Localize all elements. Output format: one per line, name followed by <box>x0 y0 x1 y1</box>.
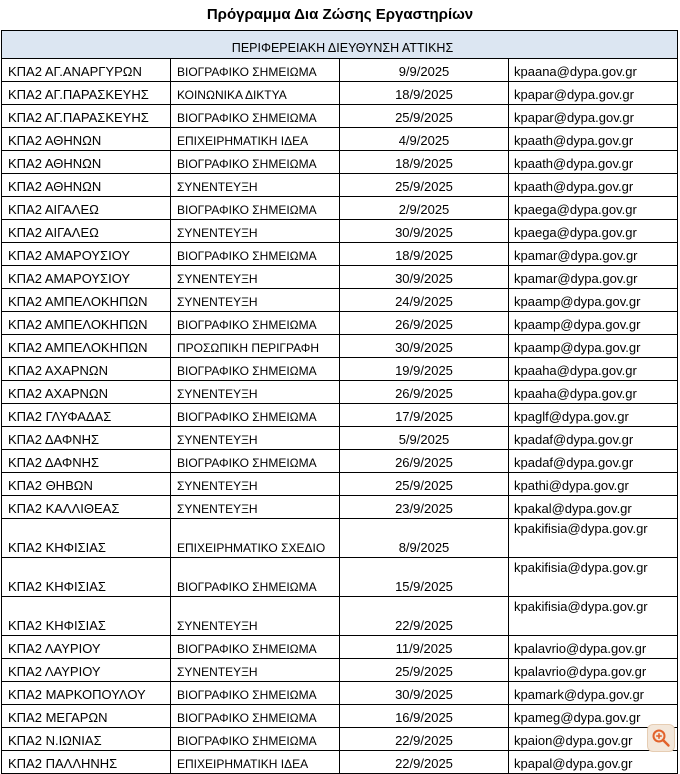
office-cell: ΚΠΑ2 ΑΓ.ΑΝΑΡΓΥΡΩΝ <box>2 59 171 82</box>
email-cell: kpaega@dypa.gov.gr <box>509 197 678 220</box>
table-row <box>2 243 678 266</box>
date-cell: 25/9/2025 <box>340 659 509 682</box>
region-header: ΠΕΡΙΦΕΡΕΙΑΚΗ ΔΙΕΥΘΥΝΣΗ ΑΤΤΙΚΗΣ <box>2 31 678 59</box>
email-cell: kpaaha@dypa.gov.gr <box>509 381 678 404</box>
workshop-topic-cell: ΒΙΟΓΡΑΦΙΚΟ ΣΗΜΕΙΩΜΑ <box>171 728 340 751</box>
email-cell: kpadaf@dypa.gov.gr <box>509 450 678 473</box>
workshop-topic-cell: ΕΠΙΧΕΙΡΗΜΑΤΙΚΗ ΙΔΕΑ <box>171 128 340 151</box>
email-cell: kpaega@dypa.gov.gr <box>509 220 678 243</box>
email-cell: kpalavrio@dypa.gov.gr <box>509 659 678 682</box>
table-row <box>2 289 678 312</box>
table-row <box>2 128 678 151</box>
workshop-topic-cell: ΣΥΝΕΝΤΕΥΞΗ <box>171 473 340 496</box>
office-cell: ΚΠΑ2 ΠΑΛΛΗΝΗΣ <box>2 751 171 774</box>
date-cell: 22/9/2025 <box>340 751 509 774</box>
table-row <box>2 558 678 597</box>
email-cell: kpamar@dypa.gov.gr <box>509 243 678 266</box>
office-cell: ΚΠΑ2 Ν.ΙΩΝΙΑΣ <box>2 728 171 751</box>
workshop-topic-cell: ΠΡΟΣΩΠΙΚΗ ΠΕΡΙΓΡΑΦΗ <box>171 335 340 358</box>
email-cell: kpakifisia@dypa.gov.gr <box>509 597 678 636</box>
workshop-topic-cell: ΒΙΟΓΡΑΦΙΚΟ ΣΗΜΕΙΩΜΑ <box>171 197 340 220</box>
workshop-topic-cell: ΣΥΝΕΝΤΕΥΞΗ <box>171 496 340 519</box>
workshop-topic-cell: ΒΙΟΓΡΑΦΙΚΟ ΣΗΜΕΙΩΜΑ <box>171 358 340 381</box>
office-cell: ΚΠΑ2 ΑΓ.ΠΑΡΑΣΚΕΥΗΣ <box>2 82 171 105</box>
workshop-topic-cell: ΣΥΝΕΝΤΕΥΞΗ <box>171 659 340 682</box>
table-row <box>2 519 678 558</box>
email-cell: kpaana@dypa.gov.gr <box>509 59 678 82</box>
table-row <box>2 450 678 473</box>
email-cell: kpaamp@dypa.gov.gr <box>509 335 678 358</box>
date-cell: 30/9/2025 <box>340 266 509 289</box>
table-row <box>2 151 678 174</box>
table-row <box>2 751 678 774</box>
date-cell: 23/9/2025 <box>340 496 509 519</box>
email-cell: kpaion@dypa.gov.gr <box>509 728 678 751</box>
date-cell: 11/9/2025 <box>340 636 509 659</box>
email-cell: kpaglf@dypa.gov.gr <box>509 404 678 427</box>
date-cell: 18/9/2025 <box>340 243 509 266</box>
office-cell: ΚΠΑ2 ΜΕΓΑΡΩΝ <box>2 705 171 728</box>
table-row <box>2 312 678 335</box>
office-cell: ΚΠΑ2 ΑΜΠΕΛΟΚΗΠΩΝ <box>2 312 171 335</box>
office-cell: ΚΠΑ2 ΓΛΥΦΑΔΑΣ <box>2 404 171 427</box>
table-row <box>2 197 678 220</box>
date-cell: 25/9/2025 <box>340 174 509 197</box>
office-cell: ΚΠΑ2 ΑΓ.ΠΑΡΑΣΚΕΥΗΣ <box>2 105 171 128</box>
email-cell: kpalavrio@dypa.gov.gr <box>509 636 678 659</box>
workshop-topic-cell: ΣΥΝΕΝΤΕΥΞΗ <box>171 381 340 404</box>
workshop-topic-cell: ΕΠΙΧΕΙΡΗΜΑΤΙΚΟ ΣΧΕΔΙΟ <box>171 519 340 558</box>
workshop-topic-cell: ΚΟΙΝΩΝΙΚΑ ΔΙΚΤΥΑ <box>171 82 340 105</box>
email-cell: kpaamp@dypa.gov.gr <box>509 289 678 312</box>
table-row <box>2 705 678 728</box>
table-row <box>2 636 678 659</box>
date-cell: 17/9/2025 <box>340 404 509 427</box>
office-cell: ΚΠΑ2 ΑΘΗΝΩΝ <box>2 174 171 197</box>
workshop-topic-cell: ΒΙΟΓΡΑΦΙΚΟ ΣΗΜΕΙΩΜΑ <box>171 705 340 728</box>
email-cell: kpamark@dypa.gov.gr <box>509 682 678 705</box>
table-row <box>2 659 678 682</box>
date-cell: 2/9/2025 <box>340 197 509 220</box>
table-row <box>2 266 678 289</box>
office-cell: ΚΠΑ2 ΚΗΦΙΣΙΑΣ <box>2 597 171 636</box>
workshop-topic-cell: ΕΠΙΧΕΙΡΗΜΑΤΙΚΗ ΙΔΕΑ <box>171 751 340 774</box>
email-cell: kpakifisia@dypa.gov.gr <box>509 519 678 558</box>
date-cell: 22/9/2025 <box>340 597 509 636</box>
table-row <box>2 381 678 404</box>
office-cell: ΚΠΑ2 ΑΜΠΕΛΟΚΗΠΩΝ <box>2 289 171 312</box>
email-cell: kpaath@dypa.gov.gr <box>509 174 678 197</box>
office-cell: ΚΠΑ2 ΑΜΑΡΟΥΣΙΟΥ <box>2 243 171 266</box>
email-cell: kpapar@dypa.gov.gr <box>509 82 678 105</box>
office-cell: ΚΠΑ2 ΔΑΦΝΗΣ <box>2 427 171 450</box>
date-cell: 22/9/2025 <box>340 728 509 751</box>
email-cell: kpapar@dypa.gov.gr <box>509 105 678 128</box>
workshop-schedule-table <box>1 30 678 774</box>
office-cell: ΚΠΑ2 ΑΧΑΡΝΩΝ <box>2 381 171 404</box>
table-row <box>2 335 678 358</box>
table-row <box>2 404 678 427</box>
workshop-topic-cell: ΒΙΟΓΡΑΦΙΚΟ ΣΗΜΕΙΩΜΑ <box>171 243 340 266</box>
office-cell: ΚΠΑ2 ΜΑΡΚΟΠΟΥΛΟΥ <box>2 682 171 705</box>
date-cell: 30/9/2025 <box>340 682 509 705</box>
workshop-topic-cell: ΣΥΝΕΝΤΕΥΞΗ <box>171 220 340 243</box>
office-cell: ΚΠΑ2 ΑΜΠΕΛΟΚΗΠΩΝ <box>2 335 171 358</box>
region-header-row <box>2 31 678 59</box>
email-cell: kpakifisia@dypa.gov.gr <box>509 558 678 597</box>
date-cell: 4/9/2025 <box>340 128 509 151</box>
email-cell: kpameg@dypa.gov.gr <box>509 705 678 728</box>
email-cell: kpaath@dypa.gov.gr <box>509 128 678 151</box>
table-row <box>2 82 678 105</box>
date-cell: 5/9/2025 <box>340 427 509 450</box>
office-cell: ΚΠΑ2 ΑΙΓΑΛΕΩ <box>2 220 171 243</box>
workshop-topic-cell: ΒΙΟΓΡΑΦΙΚΟ ΣΗΜΕΙΩΜΑ <box>171 312 340 335</box>
workshop-topic-cell: ΒΙΟΓΡΑΦΙΚΟ ΣΗΜΕΙΩΜΑ <box>171 450 340 473</box>
workshop-topic-cell: ΣΥΝΕΝΤΕΥΞΗ <box>171 289 340 312</box>
office-cell: ΚΠΑ2 ΛΑΥΡΙΟΥ <box>2 636 171 659</box>
date-cell: 26/9/2025 <box>340 381 509 404</box>
office-cell: ΚΠΑ2 ΚΗΦΙΣΙΑΣ <box>2 558 171 597</box>
workshop-topic-cell: ΒΙΟΓΡΑΦΙΚΟ ΣΗΜΕΙΩΜΑ <box>171 59 340 82</box>
workshop-topic-cell: ΒΙΟΓΡΑΦΙΚΟ ΣΗΜΕΙΩΜΑ <box>171 404 340 427</box>
table-row <box>2 358 678 381</box>
table-row <box>2 496 678 519</box>
email-cell: kpamar@dypa.gov.gr <box>509 266 678 289</box>
office-cell: ΚΠΑ2 ΚΑΛΛΙΘΕΑΣ <box>2 496 171 519</box>
office-cell: ΚΠΑ2 ΑΙΓΑΛΕΩ <box>2 197 171 220</box>
table-row <box>2 597 678 636</box>
date-cell: 9/9/2025 <box>340 59 509 82</box>
workshop-topic-cell: ΣΥΝΕΝΤΕΥΞΗ <box>171 174 340 197</box>
office-cell: ΚΠΑ2 ΛΑΥΡΙΟΥ <box>2 659 171 682</box>
workshop-topic-cell: ΒΙΟΓΡΑΦΙΚΟ ΣΗΜΕΙΩΜΑ <box>171 682 340 705</box>
date-cell: 19/9/2025 <box>340 358 509 381</box>
workshop-topic-cell: ΣΥΝΕΝΤΕΥΞΗ <box>171 427 340 450</box>
email-cell: kpapal@dypa.gov.gr <box>509 751 678 774</box>
workshop-topic-cell: ΒΙΟΓΡΑΦΙΚΟ ΣΗΜΕΙΩΜΑ <box>171 636 340 659</box>
email-cell: kpakal@dypa.gov.gr <box>509 496 678 519</box>
email-cell: kpaamp@dypa.gov.gr <box>509 312 678 335</box>
table-row <box>2 473 678 496</box>
date-cell: 30/9/2025 <box>340 335 509 358</box>
date-cell: 30/9/2025 <box>340 220 509 243</box>
date-cell: 26/9/2025 <box>340 450 509 473</box>
office-cell: ΚΠΑ2 ΑΘΗΝΩΝ <box>2 151 171 174</box>
date-cell: 24/9/2025 <box>340 289 509 312</box>
workshop-topic-cell: ΒΙΟΓΡΑΦΙΚΟ ΣΗΜΕΙΩΜΑ <box>171 105 340 128</box>
office-cell: ΚΠΑ2 ΚΗΦΙΣΙΑΣ <box>2 519 171 558</box>
workshop-topic-cell: ΣΥΝΕΝΤΕΥΞΗ <box>171 597 340 636</box>
date-cell: 15/9/2025 <box>340 558 509 597</box>
office-cell: ΚΠΑ2 ΑΧΑΡΝΩΝ <box>2 358 171 381</box>
office-cell: ΚΠΑ2 ΔΑΦΝΗΣ <box>2 450 171 473</box>
table-row <box>2 427 678 450</box>
zoom-in-icon <box>651 728 671 748</box>
table-row <box>2 728 678 751</box>
date-cell: 25/9/2025 <box>340 105 509 128</box>
office-cell: ΚΠΑ2 ΑΘΗΝΩΝ <box>2 128 171 151</box>
workshop-topic-cell: ΒΙΟΓΡΑΦΙΚΟ ΣΗΜΕΙΩΜΑ <box>171 558 340 597</box>
email-cell: kpathi@dypa.gov.gr <box>509 473 678 496</box>
zoom-button[interactable] <box>647 724 675 752</box>
workshop-topic-cell: ΒΙΟΓΡΑΦΙΚΟ ΣΗΜΕΙΩΜΑ <box>171 151 340 174</box>
page-title: Πρόγραμμα Δια Ζώσης Εργαστηρίων <box>206 6 474 23</box>
email-cell: kpaath@dypa.gov.gr <box>509 151 678 174</box>
date-cell: 25/9/2025 <box>340 473 509 496</box>
date-cell: 16/9/2025 <box>340 705 509 728</box>
email-cell: kpaaha@dypa.gov.gr <box>509 358 678 381</box>
office-cell: ΚΠΑ2 ΑΜΑΡΟΥΣΙΟΥ <box>2 266 171 289</box>
date-cell: 18/9/2025 <box>340 82 509 105</box>
office-cell: ΚΠΑ2 ΘΗΒΩΝ <box>2 473 171 496</box>
date-cell: 18/9/2025 <box>340 151 509 174</box>
table-row <box>2 220 678 243</box>
table-row <box>2 59 678 82</box>
date-cell: 8/9/2025 <box>340 519 509 558</box>
table-row <box>2 682 678 705</box>
table-row <box>2 105 678 128</box>
email-cell: kpadaf@dypa.gov.gr <box>509 427 678 450</box>
table-row <box>2 174 678 197</box>
date-cell: 26/9/2025 <box>340 312 509 335</box>
workshop-topic-cell: ΣΥΝΕΝΤΕΥΞΗ <box>171 266 340 289</box>
